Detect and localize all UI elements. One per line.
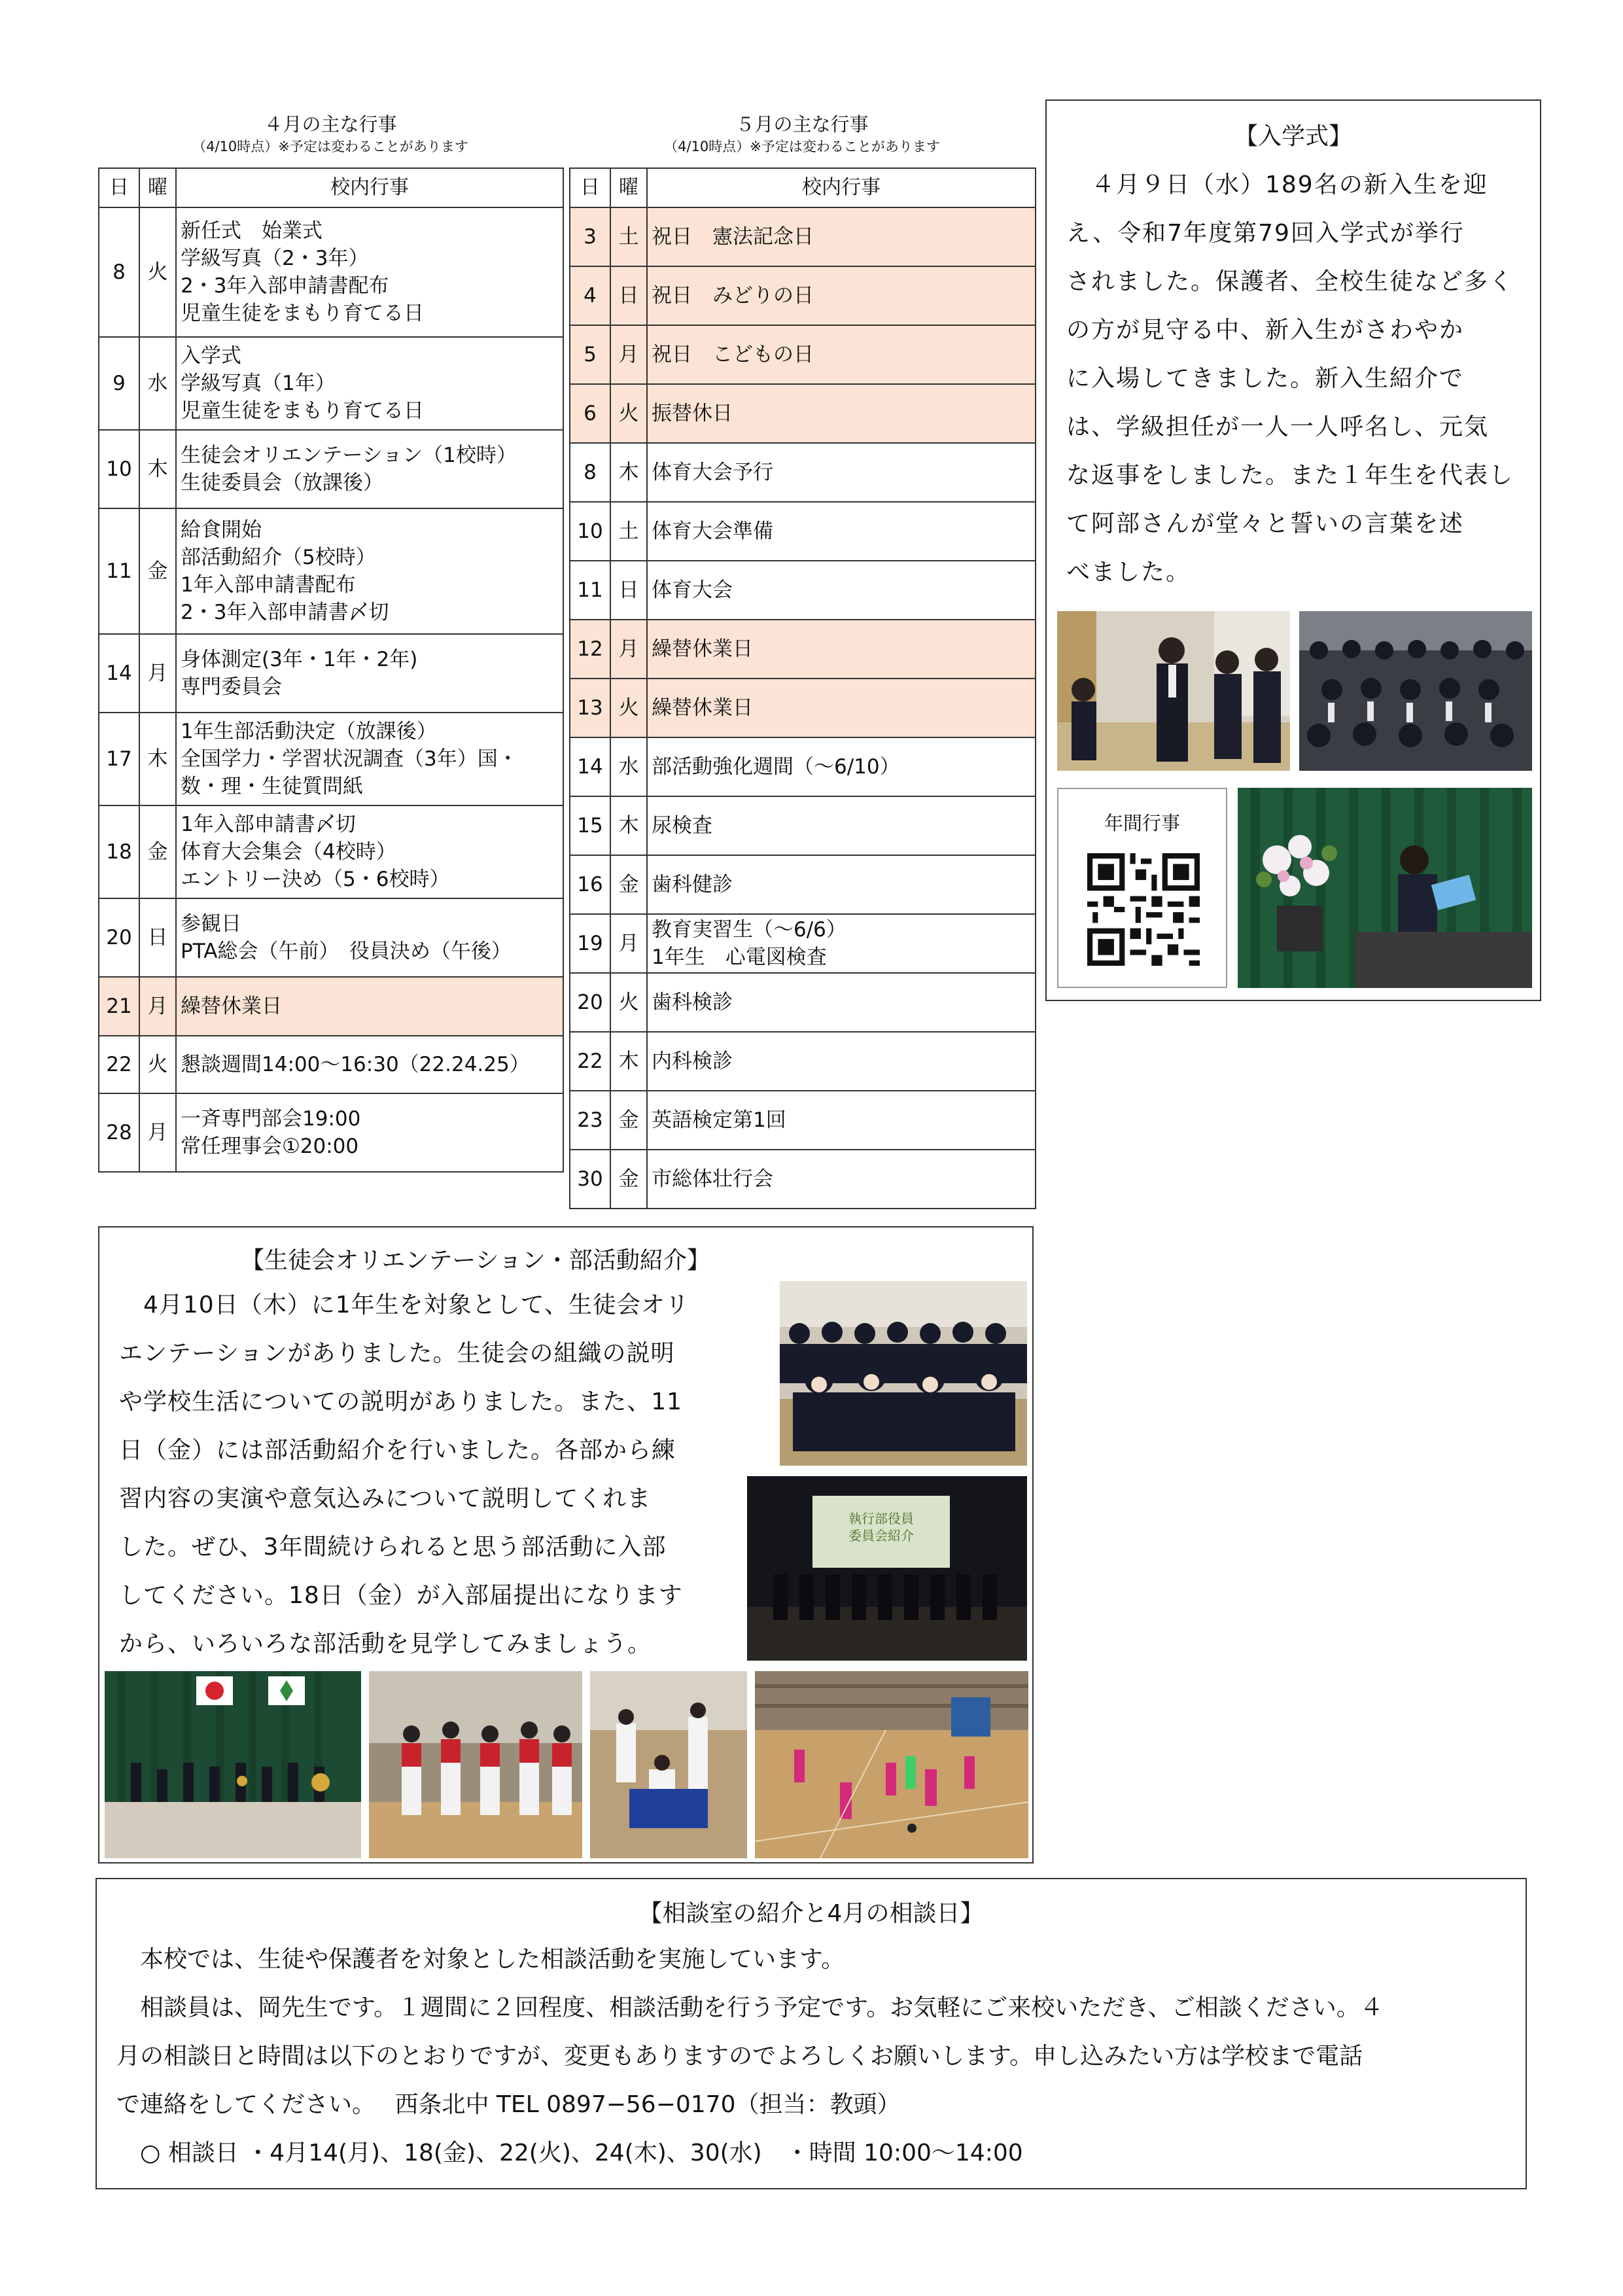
event-cell <box>176 898 563 977</box>
event-line: 歯科検診 <box>652 991 733 1014</box>
day-cell: 11 <box>570 561 610 620</box>
event-line: 生徒委員会（放課後） <box>181 471 383 495</box>
day-cell: 6 <box>570 384 610 443</box>
event-line: 部活動紹介（5校時） <box>181 546 376 569</box>
event-line: 祝日 こどもの日 <box>652 343 814 366</box>
day-cell: 8 <box>570 443 610 502</box>
weekday-cell: 月 <box>139 634 176 713</box>
weekday-cell: 木 <box>610 1032 647 1091</box>
event-line: 振替休日 <box>652 402 733 425</box>
day-cell: 3 <box>570 207 610 266</box>
weekday-cell: 月 <box>139 977 176 1036</box>
event-cell <box>647 973 1036 1032</box>
table-row <box>570 1150 1036 1209</box>
event-cell <box>647 1091 1036 1150</box>
event-line: 尿検査 <box>652 814 712 838</box>
day-cell: 11 <box>99 508 139 634</box>
may-title: ５月の主な行事 <box>735 113 869 135</box>
ceremony-photo-students-seated <box>1299 611 1532 771</box>
event-line: 教育実習生（～6/6） <box>652 918 846 942</box>
event-line: 体育大会集会（4校時） <box>181 840 396 864</box>
table-row <box>99 713 563 805</box>
weekday-cell: 土 <box>610 207 647 266</box>
event-line: 祝日 みどりの日 <box>652 284 814 308</box>
text-line: 習内容の実演や意気込みについて説明してくれま <box>119 1485 652 1512</box>
table-row <box>570 855 1036 914</box>
event-line: 学級写真（2・3年） <box>181 247 369 270</box>
counseling-text <box>116 1935 1516 2178</box>
event-cell <box>647 855 1036 914</box>
event-line: 歯科健診 <box>652 873 733 896</box>
event-line: 市総体壮行会 <box>652 1167 773 1191</box>
weekday-cell: 日 <box>139 898 176 977</box>
weekday-cell: 日 <box>610 561 647 620</box>
text-line: べました。 <box>1066 559 1191 586</box>
day-cell: 9 <box>99 337 139 430</box>
text-line: 月の相談日と時間は以下のとおりですが、変更もありますのでよろしくお願いします。申し込みたい方は学校まで電話 <box>116 2043 1363 2070</box>
orientation-photo-brass-band <box>105 1671 361 1858</box>
event-line: 体育大会準備 <box>652 520 773 543</box>
weekday-cell: 木 <box>610 443 647 502</box>
april-note: （4/10時点）※予定は変わることがあります <box>192 139 468 154</box>
event-cell <box>176 1093 563 1172</box>
weekday-cell: 火 <box>610 679 647 737</box>
orientation-photo-students-listening <box>780 1281 1027 1466</box>
day-cell: 22 <box>570 1032 610 1091</box>
event-line: 部活動強化週間（～6/10） <box>652 755 900 779</box>
event-line: PTA総会（午前） 役員決め（午後） <box>181 940 512 963</box>
counseling-heading: 【相談室の紹介と4月の相談日】 <box>638 1900 984 1927</box>
weekday-cell: 金 <box>139 805 176 898</box>
table-row <box>99 898 563 977</box>
event-line: 1年生 心電図検査 <box>652 945 827 969</box>
text-line: 4月10日（木）に1年生を対象として、生徒会オリ <box>119 1292 689 1318</box>
text-line: ○ 相談日 ・4月14(月)、18(金)、22(火)、24(木)、30(水) ・時間 10:00〜14:00 <box>116 2140 1023 2166</box>
weekday-cell: 月 <box>139 1093 176 1172</box>
event-cell <box>176 337 563 430</box>
event-cell <box>647 325 1036 384</box>
day-cell: 30 <box>570 1150 610 1209</box>
ceremony-photo-oath-speech <box>1238 788 1532 988</box>
event-line: 全国学力・学習状況調査（3年）国・ <box>181 747 518 771</box>
orientation-box <box>98 1226 1034 1863</box>
weekday-cell: 水 <box>139 337 176 430</box>
weekday-cell: 金 <box>610 855 647 914</box>
event-line: 祝日 憲法記念日 <box>652 225 814 249</box>
table-row <box>99 207 563 337</box>
table-row <box>570 1032 1036 1091</box>
table-row <box>570 737 1036 796</box>
event-cell <box>647 620 1036 679</box>
day-cell: 28 <box>99 1093 139 1172</box>
event-cell <box>647 561 1036 620</box>
event-line: 一斉専門部会19:00 <box>181 1107 361 1131</box>
text-line: で連絡をしてください。 西条北中 TEL 0897−56−0170（担当：教頭） <box>116 2091 901 2118</box>
table-row <box>99 634 563 713</box>
text-line: の方が見守る中、新入生がさわやか <box>1066 317 1465 344</box>
day-cell: 22 <box>99 1036 139 1093</box>
table-row <box>99 805 563 898</box>
text-line: に入場してきました。新入生紹介で <box>1066 365 1465 392</box>
day-cell: 10 <box>570 502 610 561</box>
text-line: されました。保護者、全校生徒など多く <box>1066 268 1514 295</box>
col-header-weekday: 曜 <box>139 168 176 207</box>
orientation-photo-committee-intro <box>747 1476 1027 1661</box>
table-row <box>99 337 563 430</box>
day-cell: 19 <box>570 914 610 973</box>
table-row <box>570 973 1036 1032</box>
orientation-heading: 【生徒会オリエンテーション・部活動紹介】 <box>241 1247 710 1274</box>
event-cell <box>647 796 1036 855</box>
event-line: 常任理事会①20:00 <box>181 1135 359 1158</box>
event-cell <box>176 713 563 805</box>
table-row <box>570 679 1036 737</box>
col-header-day: 日 <box>570 168 610 207</box>
col-header-weekday: 曜 <box>610 168 647 207</box>
day-cell: 21 <box>99 977 139 1036</box>
text-line: は、学級担任が一人一人呼名し、元気 <box>1066 414 1490 440</box>
col-header-events: 校内行事 <box>176 168 563 207</box>
slide-screen-text: 執行部役員 委員会紹介 <box>848 1511 914 1544</box>
entrance-ceremony-box <box>1045 99 1541 1001</box>
event-line: 2・3年入部申請書〆切 <box>181 601 389 624</box>
table-row <box>570 325 1036 384</box>
event-line: 繰替休業日 <box>652 696 753 720</box>
day-cell: 17 <box>99 713 139 805</box>
weekday-cell: 木 <box>139 713 176 805</box>
weekday-cell: 月 <box>610 620 647 679</box>
text-line: 本校では、生徒や保護者を対象とした相談活動を実施しています。 <box>116 1946 845 1973</box>
event-line: 1年入部申請書〆切 <box>181 813 356 836</box>
event-cell <box>176 508 563 634</box>
day-cell: 20 <box>570 973 610 1032</box>
day-cell: 14 <box>570 737 610 796</box>
weekday-cell: 金 <box>610 1091 647 1150</box>
weekday-cell: 金 <box>610 1150 647 1209</box>
event-cell <box>647 914 1036 973</box>
counseling-box <box>96 1878 1527 2189</box>
text-line: 相談員は、岡先生です。１週間に２回程度、相談活動を行う予定です。お気軽にご来校いただき、ご相談ください。４ <box>116 1994 1384 2021</box>
qr-code-icon <box>1087 853 1200 966</box>
day-cell: 15 <box>570 796 610 855</box>
text-line: から、いろいろな部活動を見学してみましょう。 <box>119 1631 652 1657</box>
event-cell <box>647 679 1036 737</box>
weekday-cell: 木 <box>139 430 176 508</box>
table-row <box>99 508 563 634</box>
event-line: エントリー決め（5・6校時） <box>181 868 450 891</box>
event-line: 身体測定(3年・1年・2年) <box>181 648 418 671</box>
event-cell <box>647 207 1036 266</box>
event-cell <box>176 805 563 898</box>
table-row <box>570 620 1036 679</box>
text-line: 日（金）には部活動紹介を行いました。各部から練 <box>119 1437 676 1464</box>
weekday-cell: 木 <box>610 796 647 855</box>
day-cell: 14 <box>99 634 139 713</box>
event-cell <box>647 1032 1036 1091</box>
event-line: 体育大会予行 <box>652 461 773 484</box>
day-cell: 5 <box>570 325 610 384</box>
text-line: や学校生活についての説明がありました。また、11 <box>119 1388 683 1415</box>
table-row <box>570 207 1036 266</box>
event-line: 児童生徒をまもり育てる日 <box>181 399 424 423</box>
event-line: 2・3年入部申請書配布 <box>181 274 389 298</box>
weekday-cell: 月 <box>610 914 647 973</box>
orientation-photo-judo <box>590 1671 747 1858</box>
weekday-cell: 土 <box>610 502 647 561</box>
event-line: 新任式 始業式 <box>181 219 323 243</box>
day-cell: 20 <box>99 898 139 977</box>
table-row <box>570 443 1036 502</box>
table-row <box>99 1093 563 1172</box>
weekday-cell: 火 <box>610 973 647 1032</box>
april-title: ４月の主な行事 <box>264 113 397 135</box>
col-header-day: 日 <box>99 168 139 207</box>
weekday-cell: 月 <box>610 325 647 384</box>
table-row <box>570 384 1036 443</box>
day-cell: 23 <box>570 1091 610 1150</box>
day-cell: 16 <box>570 855 610 914</box>
day-cell: 4 <box>570 266 610 325</box>
event-line: 学級写真（1年） <box>181 372 336 395</box>
table-row <box>570 561 1036 620</box>
table-row <box>99 977 563 1036</box>
event-line: 参観日 <box>181 912 241 936</box>
day-cell: 18 <box>99 805 139 898</box>
day-cell: 13 <box>570 679 610 737</box>
day-cell: 8 <box>99 207 139 337</box>
text-line: してください。18日（金）が入部届提出になります <box>119 1582 683 1609</box>
entrance-ceremony-heading: 【入学式】 <box>1234 123 1352 150</box>
event-line: 内科検診 <box>652 1050 733 1073</box>
event-cell <box>176 1036 563 1093</box>
event-cell <box>647 384 1036 443</box>
text-line: て阿部さんが堂々と誓いの言葉を述 <box>1066 510 1465 537</box>
event-cell <box>647 737 1036 796</box>
event-line: 繰替休業日 <box>181 995 282 1018</box>
weekday-cell: 水 <box>610 737 647 796</box>
orientation-text <box>119 1281 780 1669</box>
event-cell <box>647 266 1036 325</box>
table-row <box>570 796 1036 855</box>
event-cell <box>176 430 563 508</box>
orientation-photo-softball-team <box>369 1671 582 1858</box>
weekday-cell: 金 <box>139 508 176 634</box>
event-line: 繰替休業日 <box>652 637 753 661</box>
event-cell <box>647 502 1036 561</box>
may-note: （4/10時点）※予定は変わることがあります <box>664 139 940 154</box>
event-cell <box>176 207 563 337</box>
april-schedule-table <box>98 168 564 1173</box>
event-cell <box>176 634 563 713</box>
event-cell <box>176 977 563 1036</box>
table-row <box>99 430 563 508</box>
event-cell <box>647 443 1036 502</box>
event-line: 体育大会 <box>652 578 733 602</box>
event-line: 英語検定第1回 <box>652 1108 786 1132</box>
event-line: 児童生徒をまもり育てる日 <box>181 302 424 325</box>
weekday-cell: 火 <box>139 1036 176 1093</box>
event-line: 専門委員会 <box>181 675 282 699</box>
event-line: 入学式 <box>181 344 241 368</box>
text-line: な返事をしました。また１年生を代表し <box>1066 462 1514 489</box>
annual-events-qr-card[interactable] <box>1057 788 1227 988</box>
entrance-ceremony-text <box>1066 161 1537 597</box>
text-line: エンテーションがありました。生徒会の組織の説明 <box>119 1340 675 1367</box>
text-line: ４月９日（水）189名の新入生を迎 <box>1066 171 1488 198</box>
event-line: 数・理・生徒質問紙 <box>181 775 363 798</box>
day-cell: 12 <box>570 620 610 679</box>
ceremony-photo-students-called <box>1057 611 1290 771</box>
table-row <box>570 914 1036 973</box>
text-line: え、令和7年度第79回入学式が挙行 <box>1066 220 1465 247</box>
day-cell: 10 <box>99 430 139 508</box>
weekday-cell: 火 <box>139 207 176 337</box>
event-line: 1年生部活動決定（放課後） <box>181 720 437 743</box>
table-row <box>99 1036 563 1093</box>
weekday-cell: 火 <box>610 384 647 443</box>
text-line: した。ぜひ、3年間続けられると思う部活動に入部 <box>119 1534 667 1561</box>
event-line: 1年入部申請書配布 <box>181 573 356 597</box>
may-schedule-table <box>569 168 1036 1209</box>
event-line: 懇談週間14:00～16:30（22.24.25） <box>181 1053 530 1076</box>
event-cell <box>647 1150 1036 1209</box>
table-row <box>570 502 1036 561</box>
qr-label: 年間行事 <box>1104 812 1180 834</box>
col-header-events: 校内行事 <box>647 168 1036 207</box>
table-row <box>570 1091 1036 1150</box>
table-row <box>570 266 1036 325</box>
orientation-photo-futsal <box>755 1671 1028 1858</box>
event-line: 給食開始 <box>181 518 262 542</box>
event-line: 生徒会オリエンテーション（1校時） <box>181 444 517 467</box>
weekday-cell: 日 <box>610 266 647 325</box>
